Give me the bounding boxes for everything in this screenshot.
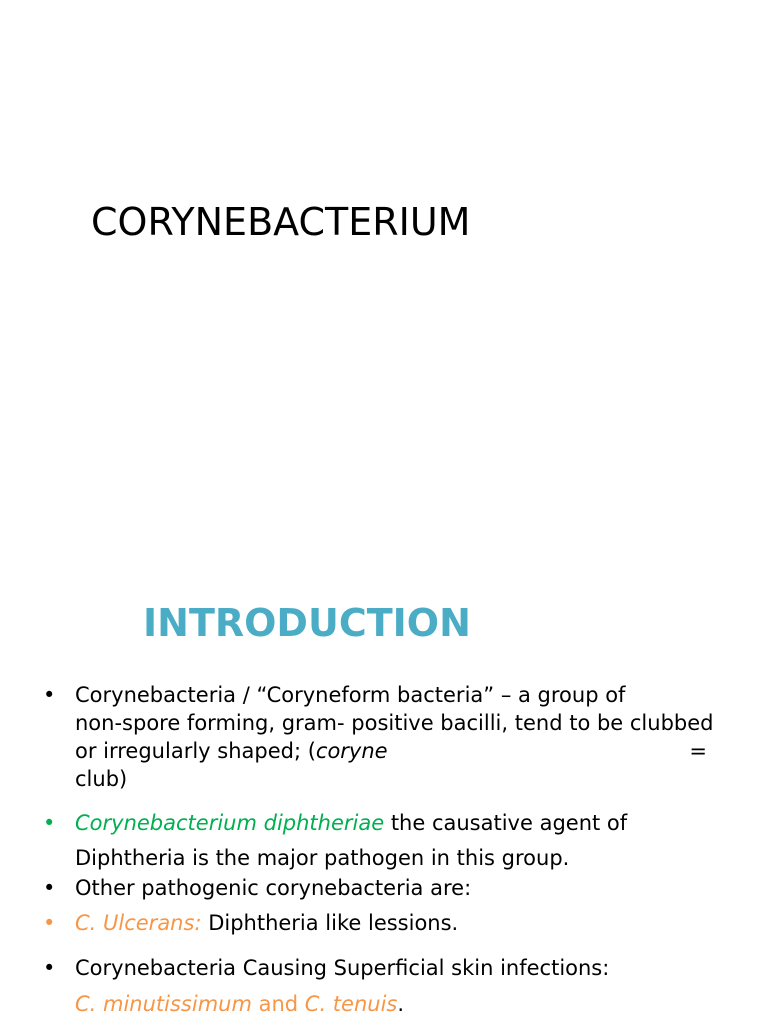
bullet-text	[75, 909, 707, 937]
bullet-icon: •	[43, 683, 56, 707]
text-span: or irregularly shaped; (	[75, 739, 316, 763]
bullet-icon: •	[43, 911, 56, 935]
italic-term: coryne	[315, 739, 388, 763]
bullet-line: club)	[75, 767, 128, 791]
bullet-line	[75, 992, 404, 1016]
bullet-line	[75, 811, 627, 835]
slide-title: CORYNEBACTERIUM	[91, 200, 471, 244]
bullet-text: Other pathogenic corynebacteria are:	[75, 876, 472, 900]
bullet-line-part	[75, 737, 388, 765]
text-span: .	[397, 992, 405, 1016]
bullet-line: Diphtheria is the major pathogen in this group.	[75, 846, 570, 870]
bullet-icon: •	[43, 876, 56, 900]
bullet-line: non-spore forming, gram- positive bacilli, tend to be clubbed	[75, 711, 714, 735]
bullet-text	[75, 950, 707, 1022]
bullet-text	[75, 681, 714, 793]
bullet-icon: •	[43, 956, 56, 980]
bullet-line: Corynebacteria / “Coryneform bacteria” – a group of	[75, 683, 626, 707]
bullet-icon: •	[43, 811, 56, 835]
section-heading-introduction: INTRODUCTION	[143, 601, 471, 645]
text-span: Diphtheria like lessions.	[201, 911, 459, 935]
text-span: and	[251, 992, 305, 1016]
bullet-line: Corynebacteria Causing Superficial skin infections:	[75, 956, 610, 980]
bullet-line	[75, 737, 707, 765]
bullet-text	[75, 806, 707, 876]
text-span: the causative agent of	[384, 811, 628, 835]
equals-sign: =	[689, 739, 707, 763]
species-name: C. Ulcerans:	[75, 911, 202, 935]
species-name: C. minutissimum	[75, 992, 252, 1016]
species-name: Corynebacterium diphtheriae	[75, 811, 385, 835]
species-name: C. tenuis	[304, 992, 398, 1016]
